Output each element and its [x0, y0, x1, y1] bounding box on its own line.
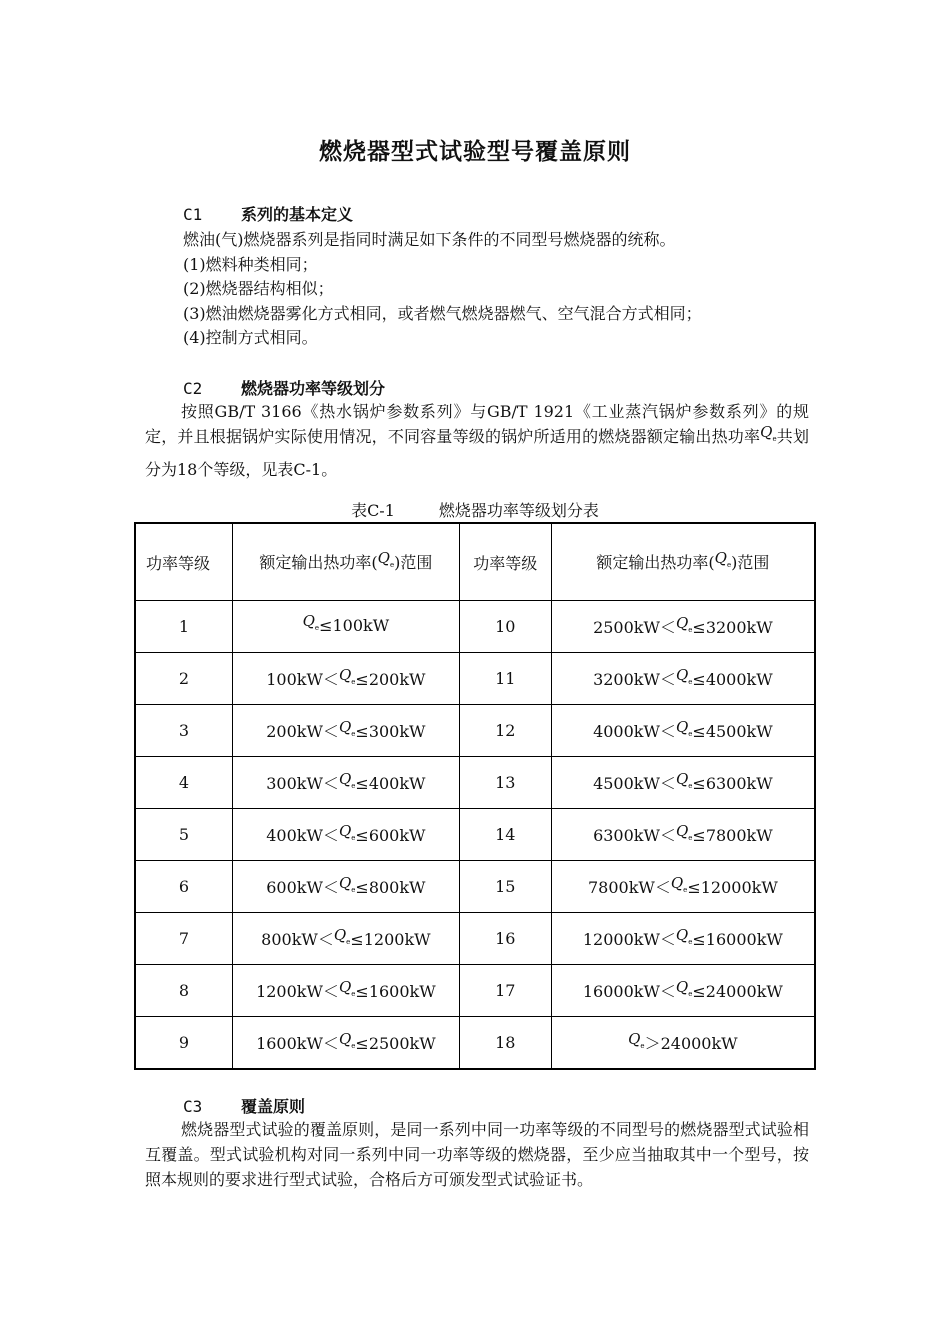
- range-cell: $Q_e\le 100kW$: [232, 601, 459, 653]
- range-cell: $600kW<Q_e\le 800kW$: [232, 861, 459, 913]
- header-range-2: 额定输出热功率$(Q_e)$范围: [551, 523, 815, 601]
- c2-paragraph: [145, 399, 809, 482]
- c3-paragraph: 燃烧器型式试验的覆盖原则，是同一系列中同一功率等级的不同型号的燃烧器型式试验相互覆盖。型式试验机构对同一系列中同一功率等级的燃烧器，至少应当抽取其中一个型号，按照本规则的要求进行型式试验，合格后方可颁发型式试验证书。: [145, 1120, 809, 1189]
- level-cell: 18: [459, 1017, 551, 1070]
- range-cell: $12000kW<Q_e\le 16000kW$: [551, 913, 815, 965]
- table-row: [135, 653, 815, 705]
- c2-text-b: 共划分为18个等级，见表C-1。: [145, 427, 809, 479]
- level-cell: 3: [135, 705, 232, 757]
- section-c2-number: C2: [183, 379, 203, 398]
- range-cell: $4000kW<Q_e\le 4500kW$: [551, 705, 815, 757]
- table-row: [135, 705, 815, 757]
- table-row: [135, 757, 815, 809]
- range-cell: $Q_e>24000kW$: [551, 1017, 815, 1070]
- level-cell: 17: [459, 965, 551, 1017]
- table-row: [135, 809, 815, 861]
- range-cell: $7800kW<Q_e\le 12000kW$: [551, 861, 815, 913]
- level-cell: 11: [459, 653, 551, 705]
- table-number: 表C-1: [351, 501, 395, 520]
- c2-text-a: 按照GB/T 3166《热水锅炉参数系列》与GB/T 1921《工业蒸汽锅炉参数系列》的规定，并且根据锅炉实际使用情况，不同容量等级的锅炉所适用的燃烧器额定输出热功率: [145, 402, 809, 446]
- section-c2-heading: [183, 376, 385, 399]
- section-c2-title: 燃烧器功率等级划分: [241, 379, 386, 398]
- document-title: 燃烧器型式试验型号覆盖原则: [319, 139, 631, 165]
- level-cell: 8: [135, 965, 232, 1017]
- level-cell: 13: [459, 757, 551, 809]
- c1-intro: 燃油(气)燃烧器系列是指同时满足如下条件的不同型号燃烧器的统称。: [183, 230, 676, 249]
- header-level-2: 功率等级: [459, 523, 551, 601]
- level-cell: 15: [459, 861, 551, 913]
- level-cell: 14: [459, 809, 551, 861]
- c1-item-2: (2)燃烧器结构相似；: [183, 279, 334, 298]
- table-caption: [0, 498, 950, 521]
- range-cell: $1200kW<Q_e\le 1600kW$: [232, 965, 459, 1017]
- q-symbol: $Q_e$: [760, 423, 777, 443]
- table-row: [135, 965, 815, 1017]
- section-c1-title: 系列的基本定义: [241, 205, 354, 224]
- section-c1-heading: [183, 202, 353, 225]
- level-cell: 4: [135, 757, 232, 809]
- section-c3-heading: [183, 1094, 305, 1117]
- table-header-row: [135, 523, 815, 601]
- level-cell: 16: [459, 913, 551, 965]
- range-cell: $1600kW<Q_e\le 2500kW$: [232, 1017, 459, 1070]
- level-cell: 9: [135, 1017, 232, 1070]
- range-cell: $2500kW<Q_e\le 3200kW$: [551, 601, 815, 653]
- header-range-1: 额定输出热功率$(Q_e)$范围: [232, 523, 459, 601]
- level-cell: 7: [135, 913, 232, 965]
- table-title: 燃烧器功率等级划分表: [438, 501, 599, 520]
- section-c1-number: C1: [183, 205, 203, 224]
- level-cell: 5: [135, 809, 232, 861]
- level-cell: 10: [459, 601, 551, 653]
- level-cell: 2: [135, 653, 232, 705]
- range-cell: $800kW<Q_e\le 1200kW$: [232, 913, 459, 965]
- range-cell: $200kW<Q_e\le 300kW$: [232, 705, 459, 757]
- range-cell: $16000kW<Q_e\le 24000kW$: [551, 965, 815, 1017]
- section-c3-title: 覆盖原则: [241, 1097, 306, 1116]
- section-c3-number: C3: [183, 1097, 203, 1116]
- header-level-1: 功率等级: [135, 523, 232, 601]
- c1-item-4: (4)控制方式相同。: [183, 328, 318, 347]
- table-row: [135, 601, 815, 653]
- range-cell: $4500kW<Q_e\le 6300kW$: [551, 757, 815, 809]
- range-cell: $300kW<Q_e\le 400kW$: [232, 757, 459, 809]
- level-cell: 12: [459, 705, 551, 757]
- power-level-table: [134, 522, 816, 1070]
- range-cell: $100kW<Q_e\le 200kW$: [232, 653, 459, 705]
- range-cell: $3200kW<Q_e\le 4000kW$: [551, 653, 815, 705]
- table-row: [135, 1017, 815, 1070]
- range-cell: $400kW<Q_e\le 600kW$: [232, 809, 459, 861]
- level-cell: 1: [135, 601, 232, 653]
- table-row: [135, 913, 815, 965]
- level-cell: 6: [135, 861, 232, 913]
- table-row: [135, 861, 815, 913]
- range-cell: $6300kW<Q_e\le 7800kW$: [551, 809, 815, 861]
- c1-item-3: (3)燃油燃烧器雾化方式相同，或者燃气燃烧器燃气、空气混合方式相同；: [183, 304, 702, 323]
- c1-item-1: (1)燃料种类相同；: [183, 255, 318, 274]
